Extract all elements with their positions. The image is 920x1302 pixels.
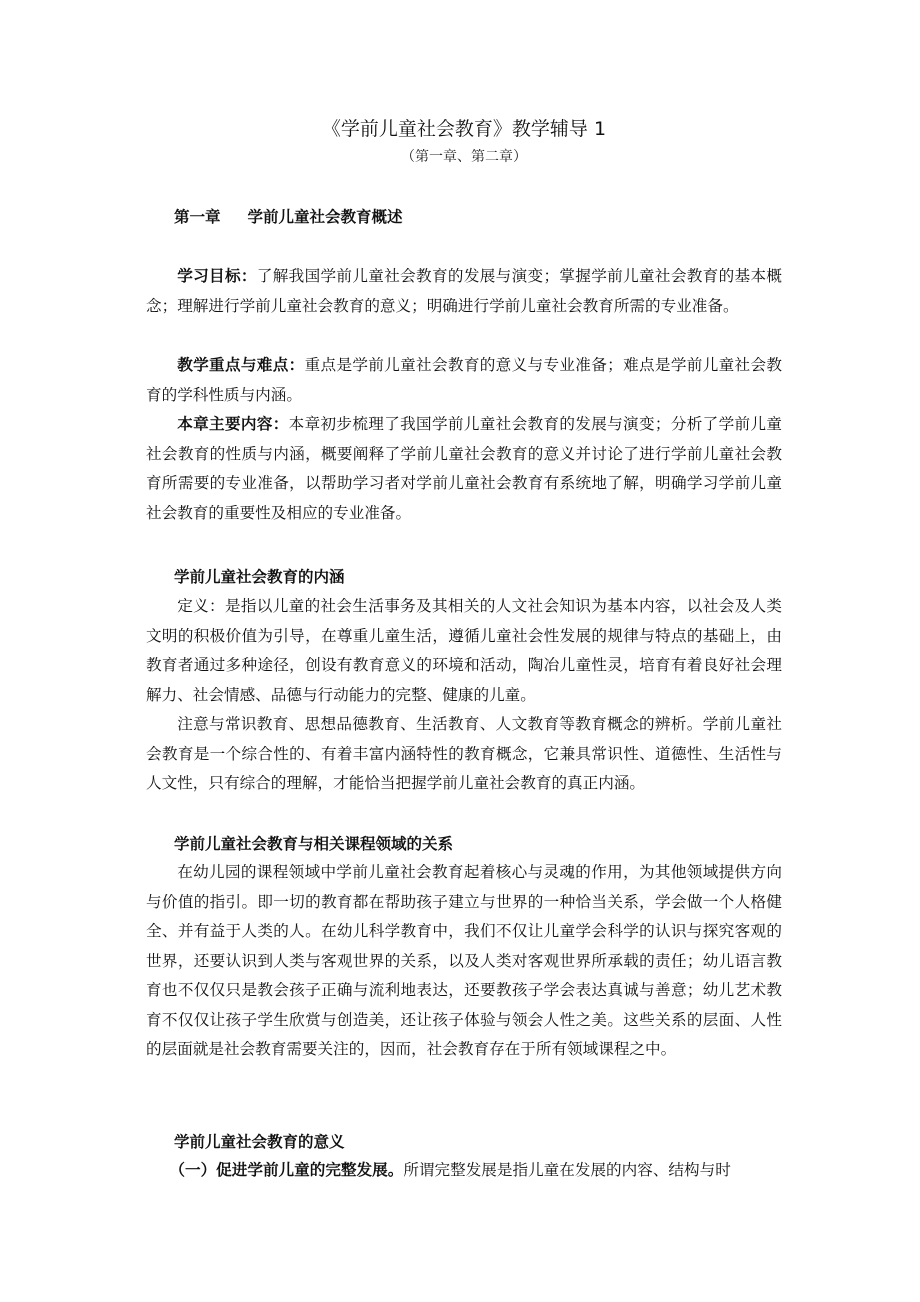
significance-item-1-text: 所谓完整发展是指儿童在发展的内容、结构与时 — [403, 1161, 731, 1179]
key-points-text: 重点是学前儿童社会教育的意义与专业准备；难点是学前儿童社会教育的学科性质与内涵。 — [146, 356, 782, 404]
definition-paragraph: 定义：是指以儿童的社会生活事务及其相关的人文社会知识为基本内容，以社会及人类文明的积极价值为引导，在尊重儿童生活，遵循儿童社会性发展的规律与特点的基础上，由教育者通过多种途径，创设有教育意义的环境和活动，陶冶儿童性灵，培育有着良好社会理解力、社会情感、品德与行动能力的完整、健康的儿童。 — [146, 597, 782, 704]
significance-item-1-label: （一）促进学前儿童的完整发展。 — [169, 1161, 404, 1179]
chapter-content-text: 本章初步梳理了我国学前儿童社会教育的发展与演变；分析了学前儿童社会教育的性质与内涵，概要阐释了学前儿童社会教育的意义并讨论了进行学前儿童社会教育所需要的专业准备，以帮助学习者对学前儿童社会教育有系统地了解，明确学习学前儿童社会教育的重要性及相应的专业准备。 — [146, 415, 782, 522]
section-heading-significance: 学前儿童社会教育的意义 — [174, 1133, 345, 1151]
relation-paragraph: 在幼儿园的课程领域中学前儿童社会教育起着核心与灵魂的作用，为其他领域提供方向与价值的指引。即一切的教育都在帮助孩子建立与世界的一种恰当关系，学会做一个人格健全、并有益于人类的人。在幼儿科学教育中，我们不仅让儿童学会科学的认识与探究客观的世界，还要认识到人类与客观世界的关系，以及人类对客观世界所承载的责任；幼儿语言教育也不仅仅只是教会孩子正确与流利地表达，还要教孩子学会表达真诚与善意；幼儿艺术教育不仅仅让孩子学生欣赏与创造美，还让孩子体验与领会人性之美。这些关系的层面、人性的层面就是社会教育需要关注的，因而，社会教育存在于所有领域课程之中。 — [146, 863, 782, 1058]
chapter-content — [146, 410, 782, 528]
chapter-heading: 第一章 学前儿童社会教育概述 — [174, 208, 403, 226]
key-points — [146, 351, 782, 410]
learning-objectives — [146, 262, 782, 321]
document-title: 《学前儿童社会教育》教学辅导 1 — [321, 118, 607, 140]
note-paragraph: 注意与常识教育、思想品德教育、生活教育、人文教育等教育概念的辨析。学前儿童社会教育是一个综合性的、有着丰富内涵特性的教育概念，它兼具常识性、道德性、生活性与人文性，只有综合的理解，才能恰当把握学前儿童社会教育的真正内涵。 — [146, 715, 782, 792]
section-heading-connotation: 学前儿童社会教育的内涵 — [174, 568, 345, 586]
key-points-label: 教学重点与难点： — [177, 356, 305, 374]
learning-objectives-label: 学习目标： — [177, 267, 257, 285]
chapter-content-label: 本章主要内容： — [177, 415, 289, 433]
significance-item-1 — [146, 1156, 782, 1186]
learning-objectives-text: 了解我国学前儿童社会教育的发展与演变；掌握学前儿童社会教育的基本概念；理解进行学前儿童社会教育的意义；明确进行学前儿童社会教育所需的专业准备。 — [146, 267, 782, 315]
section-heading-relation: 学前儿童社会教育与相关课程领域的关系 — [174, 835, 454, 853]
document-subtitle: （第一章、第二章） — [401, 149, 527, 165]
